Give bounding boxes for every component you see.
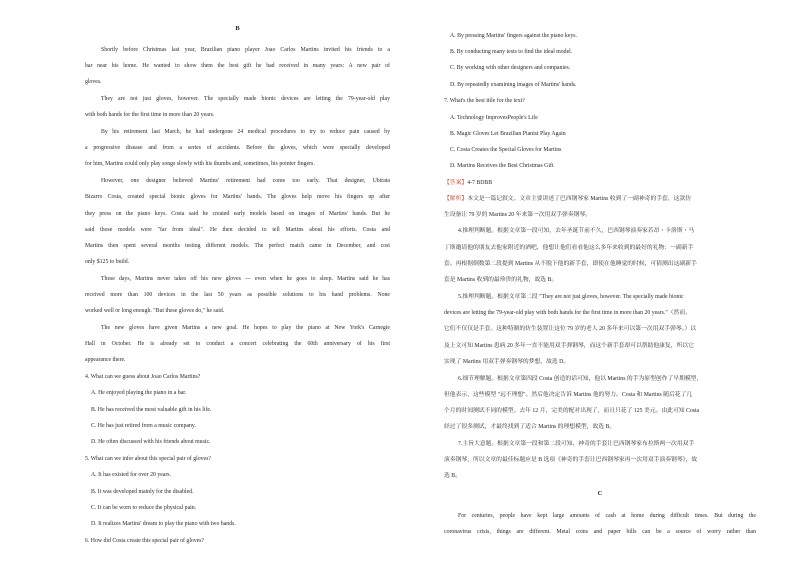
explanation-line: 6.细节理解题。根据文章第四段 Costa 创造的话可知，他以 Martins 的手为原型创作了早期模型，	[458, 376, 703, 382]
paragraph-line: Bizarro Costa, created special bionic gloves for Martins' hands. The gloves help move his fingers up after	[85, 194, 390, 200]
explanation-line: 套。再根据倒数第二段提到 Martins 从不脱下他的新手套，即使在他睡觉的时候，可猜测出这副新手	[444, 261, 697, 267]
question-option: B. By conducting many tests to find the ideal model.	[450, 49, 573, 55]
question-option: B. It was developed mainly for the disabled.	[91, 489, 194, 495]
paragraph-line: with both hands for the first time in more than 20 years.	[85, 112, 215, 118]
analysis-line	[444, 191, 691, 207]
question-stem: 5. What can we infer about this special pair of gloves?	[85, 456, 211, 462]
answer-line	[444, 175, 492, 191]
explanation-line: 选 B。	[444, 473, 461, 479]
explanation-line: 它们不仅仅是手套。这种特制的仿生装置让这位 79 岁的老人 20 多年来可以第一次用双手弹琴。）以	[444, 326, 697, 332]
explanation-line: 及上文可知 Martins 患病 20 多年一直不能用双手弹钢琴，而这个新手套却可以帮助他康复，所以它	[444, 343, 694, 349]
right-column	[444, 0, 756, 562]
question-stem: 7. What's the best title for the text?	[444, 98, 525, 104]
paragraph-line: For centuries, people have kept large amounts of cash at home during difficult times. But during the	[458, 513, 756, 519]
paragraph-line: gloves.	[85, 79, 102, 85]
question-option: D. By repeatedly examining images of Martins' hands.	[450, 82, 577, 88]
analysis-line: 生设备让 79 岁的 Martins 20 年来第一次用双手弹奏钢琴。	[444, 212, 592, 218]
explanation-line: devices are letting the 79-year-old play with both hands for the first time in more than 20 years."（然而，	[444, 310, 691, 316]
paragraph-line: coronavirus crisis, things are different. Metal coins and paper bills can be a source of worry rather than	[444, 529, 756, 535]
paragraph-line: By his retirement last March, he had undergone 24 medical procedures to try to reduce pain caused by	[101, 129, 390, 135]
question-option: A. He enjoyed playing the piano in a bar.	[91, 390, 187, 396]
question-option: B. He has received the most valuable gift in his life.	[91, 407, 212, 413]
explanation-line: 4.推理判断题。根据文章第一段可知，去年圣诞节前不久，巴西钢琴演奏家若昂・卡洛斯・马	[458, 228, 695, 234]
paragraph-line: received more than 100 devices in the last 50 years as possible solutions to his hand problems. None	[85, 292, 390, 298]
explanation-line: 个月的时间测试不同的模型。去年 12 月，完美的配对出现了，而且只花了 125 美元。由此可知 Costa	[444, 408, 700, 414]
paragraph-line: appearance there.	[85, 357, 126, 363]
question-option: C. By working with other designers and companies.	[450, 65, 571, 71]
explanation-line: 实现了 Martins 用双手弹奏钢琴的梦想，故选 D。	[444, 359, 570, 365]
question-option: D. It realizes Martins' dream to play the piano with two hands.	[91, 521, 236, 527]
explanation-line: 套是 Martins 收到的最珍贵的礼物，故选 B。	[444, 277, 558, 283]
left-column	[85, 0, 390, 562]
question-option: A. By pressing Martins' fingers against the piano keys.	[450, 33, 577, 39]
paragraph-line: only $125 to build.	[85, 259, 130, 265]
question-option: D. Martins Receives the Best Christmas Gift	[450, 163, 554, 169]
analysis-tag: 【解析】	[444, 196, 468, 202]
question-stem: 6. How did Costa create this special pair of gloves?	[85, 538, 205, 544]
question-option: C. He has just retired from a music company.	[91, 423, 196, 429]
paragraph-line: Hall in October. He is already set to conduct a concert celebrating the 60th anniversary of his first	[85, 341, 390, 347]
paragraph-line: However, one designer believed Martins' retirement had come too early. That designer, Ubirata	[101, 178, 390, 184]
question-option: A. It has existed for over 20 years.	[91, 472, 172, 478]
paragraph-line: The new gloves have given Martins a new goal. He hopes to play the piano at New York's Carnegie	[101, 325, 390, 331]
paragraph-line: for him, Martins could only play songs slowly with his thumbs and, sometimes, his pointer fingers.	[85, 161, 315, 167]
paragraph-line: worked well or long enough. "But these gloves do," he said.	[85, 308, 225, 314]
explanation-line: 经过了很多测试，才最终找到了适合 Martins 的理想模型，故选 B。	[444, 424, 616, 430]
answer-tag: 【答案】	[444, 180, 468, 186]
paragraph-line: These days, Martins never takes off his new gloves — even when he goes to sleep. Martins said he has	[101, 276, 390, 282]
paragraph-line: bar near his home. He wanted to show them the best gift he had received in many years: A new pair of	[85, 63, 390, 69]
question-option: A. Technology ImprovesPeople's Life	[450, 115, 538, 121]
section-heading-b: B	[235, 25, 240, 32]
explanation-line: 丁斯邀请他的朋友去他家附近的酒吧，他想让他们看看他这么多年来收到的最好的礼物：一副新手	[444, 245, 694, 251]
paragraph-line: Martins then spent several months testing different models. The perfect match came in December, and cost	[85, 243, 390, 249]
explanation-line: 7.主旨大意题。根据文章第一段和第二段可知，神奇的手套让巴西钢琴家布拉斯两一次用双手	[458, 441, 695, 447]
section-heading-c: C	[597, 490, 603, 497]
explanation-line: 但他表示，这些模型 "远不理想"。然后他决定告诉 Martins 他的努力。Costa 和 Martins 随后花了几	[444, 392, 693, 398]
question-option: D. He often discussed with his friends about music.	[91, 439, 211, 445]
explanation-line: 5.推理判断题。根据文章第二段 "They are not just gloves, however. The specially made bionic	[458, 294, 684, 300]
paragraph-line: They are not just gloves, however. The specially made bionic devices are letting the 79-year-old play	[101, 96, 390, 102]
paragraph-line: a progressive disease and from a series of accidents. Before the gloves, which were specially developed	[85, 145, 390, 151]
answer-text: 4-7 BDBB	[467, 180, 493, 186]
explanation-line: 演奏钢琴，所以文章的最佳标题应是 B 选项《神奇的手套让巴西钢琴家再一次用双手演奏钢琴》，故	[444, 457, 698, 463]
paragraph-line: they press on the piano keys. Costa said he created early models based on images of Martins' hands. But he	[85, 211, 390, 217]
question-option: C. Costa Creates the Special Gloves for Martins	[450, 147, 562, 153]
question-stem: 4. What can we guess about Joao Carlos Martins?	[85, 374, 201, 380]
paragraph-line: Shortly before Christmas last year, Brazilian piano player Joao Carlos Martins invited his friends to a	[101, 47, 390, 53]
analysis-text: 本文是一篇记叙文。文章主要讲述了巴西钢琴家 Martins 收到了一副神奇的手套，这款仿	[467, 196, 692, 202]
question-option: C. It can be worn to reduce the physical pain.	[91, 505, 197, 511]
paragraph-line: said those models were "far from ideal". He then decided to tell Martins about his efforts. Costa and	[85, 227, 390, 233]
question-option: B. Magic Gloves Let Brazilian Pianist Play Again	[450, 131, 566, 137]
